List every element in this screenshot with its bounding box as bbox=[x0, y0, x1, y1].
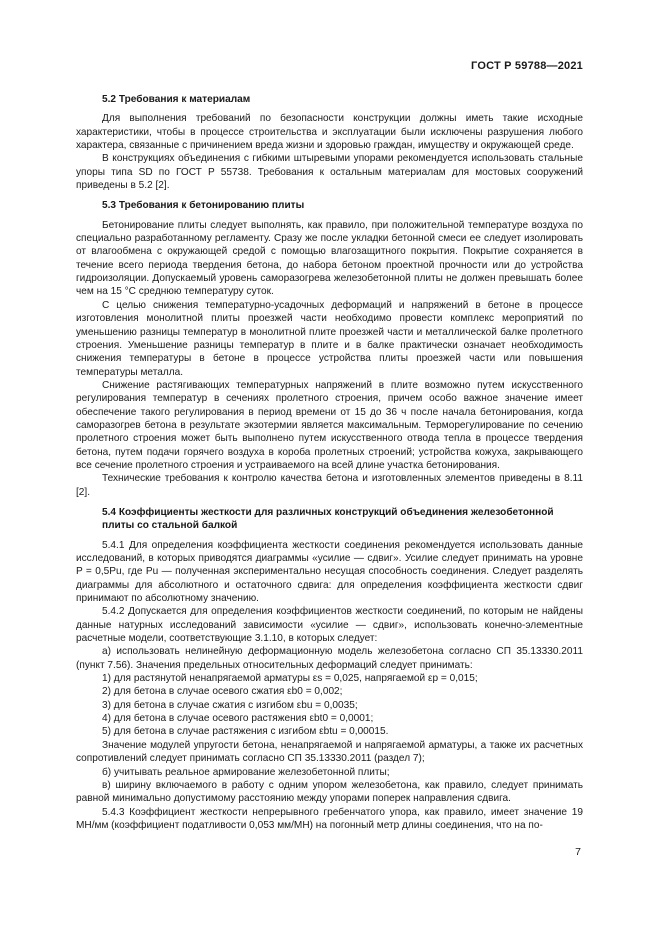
paragraph: В конструкциях объединения с гибкими штыревыми упорами рекомендуется использовать стальные упоры типа SD по ГОСТ Р 55738. Требования к остальным материалам для мостовых сооружений приведены в 5.2 [2]. bbox=[76, 153, 583, 192]
paragraph: Для выполнения требований по безопасности конструкции должны иметь такие исходные характеристики, чтобы в процессе строительства и эксплуатации были исключены разрушения любого характера, связанные с причинением вреда жизни и здоровью граждан, имуществу и окружающей среде. bbox=[76, 113, 583, 152]
list-item: 4) для бетона в случае осевого растяжения εbt0 = 0,0001; bbox=[102, 713, 374, 725]
list-item: 2) для бетона в случае осевого сжатия εb0 = 0,002; bbox=[102, 686, 343, 698]
paragraph: С целью снижения температурно-усадочных деформаций и напряжений в бетоне в процессе изготовления монолитной плиты проезжей части необходимо провести комплекс мероприятий по уменьшению разницы температур в монолитной плите проезжей части и металлической балке пролетного строения. Уменьшение разницы температур в плите и в балке практически означает необходимость снижения температуры в бетоне в процессе устройства плиты проезжей части или повышения температуры металла. bbox=[76, 299, 583, 378]
section-heading: 5.3 Требования к бетонированию плиты bbox=[102, 200, 305, 212]
paragraph: а) использовать нелинейную деформационную модель железобетона согласно СП 35.13330.2011 (пункт 7.56). Значения предельных относительных деформаций следует принимать: bbox=[76, 646, 583, 671]
list-item: 5) для бетона в случае растяжения с изгибом εbtu = 0,00015. bbox=[102, 726, 389, 738]
list-item: 1) для растянутой ненапрягаемой арматуры εs = 0,025, напрягаемой εp = 0,015; bbox=[102, 673, 478, 685]
paragraph: Снижение растягивающих температурных напряжений в плите возможно путем искусственного регулирования температур в сечениях пролетного строения, причем особо важное значение имеет обеспечение такого регулирования в период времени от 15 до 36 ч после начала бетонирования, когда саморазогрев бетона в результате экзотермии является максимальным. Терморегулирование по сечению пролетного строения может быть выполнено путем искусственного отвода тепла в процессе твердения бетона, путем подачи горячего воздуха в короба пролетных строений; устройства кожуха, закрывающего все сечение пролетного строения и устраиваемого на всей длине участка бетонирования. bbox=[76, 379, 583, 471]
paragraph: Значение модулей упругости бетона, ненапрягаемой и напрягаемой арматуры, а также их расчетных сопротивлений следует принимать согласно СП 35.13330.2011 (раздел 7); bbox=[76, 739, 583, 765]
document-header: ГОСТ Р 59788—2021 bbox=[471, 60, 583, 72]
paragraph: б) учитывать реальное армирование железобетонной плиты; bbox=[102, 766, 390, 778]
section-heading: 5.2 Требования к материалам bbox=[102, 94, 251, 105]
paragraph: 5.4.2 Допускается для определения коэффициентов жесткости соединений, по которым не найдены данные натурных исследований зависимости «усилие — сдвиг», использовать конечно-элементные расчетные модели, соответствующие 3.1.10, в которых следует: bbox=[76, 606, 583, 645]
list-item: 3) для бетона в случае сжатия с изгибом εbu = 0,0035; bbox=[102, 699, 358, 711]
paragraph: в) ширину включаемого в работу с одним упором железобетона, как правило, следует принимать равной минимально допустимому расстоянию между упорами поперек направления сдвига. bbox=[76, 779, 583, 805]
paragraph: Технические требования к контролю качества бетона и изготовленных элементов приведены в 8.11 [2]. bbox=[76, 473, 583, 498]
paragraph: 5.4.1 Для определения коэффициента жесткости соединения рекомендуется использовать данные исследований, в которых приводятся диаграммы «усилие — сдвиг». Усилие следует принимать на уровне P = 0,5Pu, где Pu — полученная экспериментально несущая способность соединения. Следует разделять диаграммы для абсолютного и остаточного сдвига: для определения коэффициента жесткости сдвиг принимают по абсолютному значению. bbox=[76, 539, 583, 605]
page-number: 7 bbox=[575, 846, 581, 858]
paragraph: Бетонирование плиты следует выполнять, как правило, при положительной температуре воздуха по специально разработанному регламенту. Сразу же после укладки бетонной смеси ее следует изолировать от влагообмена с окружающей средой с помощью влагозащитного покрытия. Покрытие сохраняется в течение всего периода твердения бетона, до набора бетоном проектной прочности или до устройства гидроизоляции. Допускаемый уровень саморазогрева железобетонной плиты не должен превышать более чем на 15 °С среднюю температуру суток. bbox=[76, 219, 583, 298]
section-heading: 5.4 Коэффициенты жесткости для различных конструкций объединения железобетонной плиты со стальной балкой bbox=[102, 506, 554, 532]
paragraph: 5.4.3 Коэффициент жесткости непрерывного гребенчатого упора, как правило, имеет значение 19 МН/мм (коэффициент податливости 0,053 мм/МН) на погонный метр длины соединения, что на по- bbox=[76, 806, 583, 831]
document-body bbox=[76, 93, 583, 832]
